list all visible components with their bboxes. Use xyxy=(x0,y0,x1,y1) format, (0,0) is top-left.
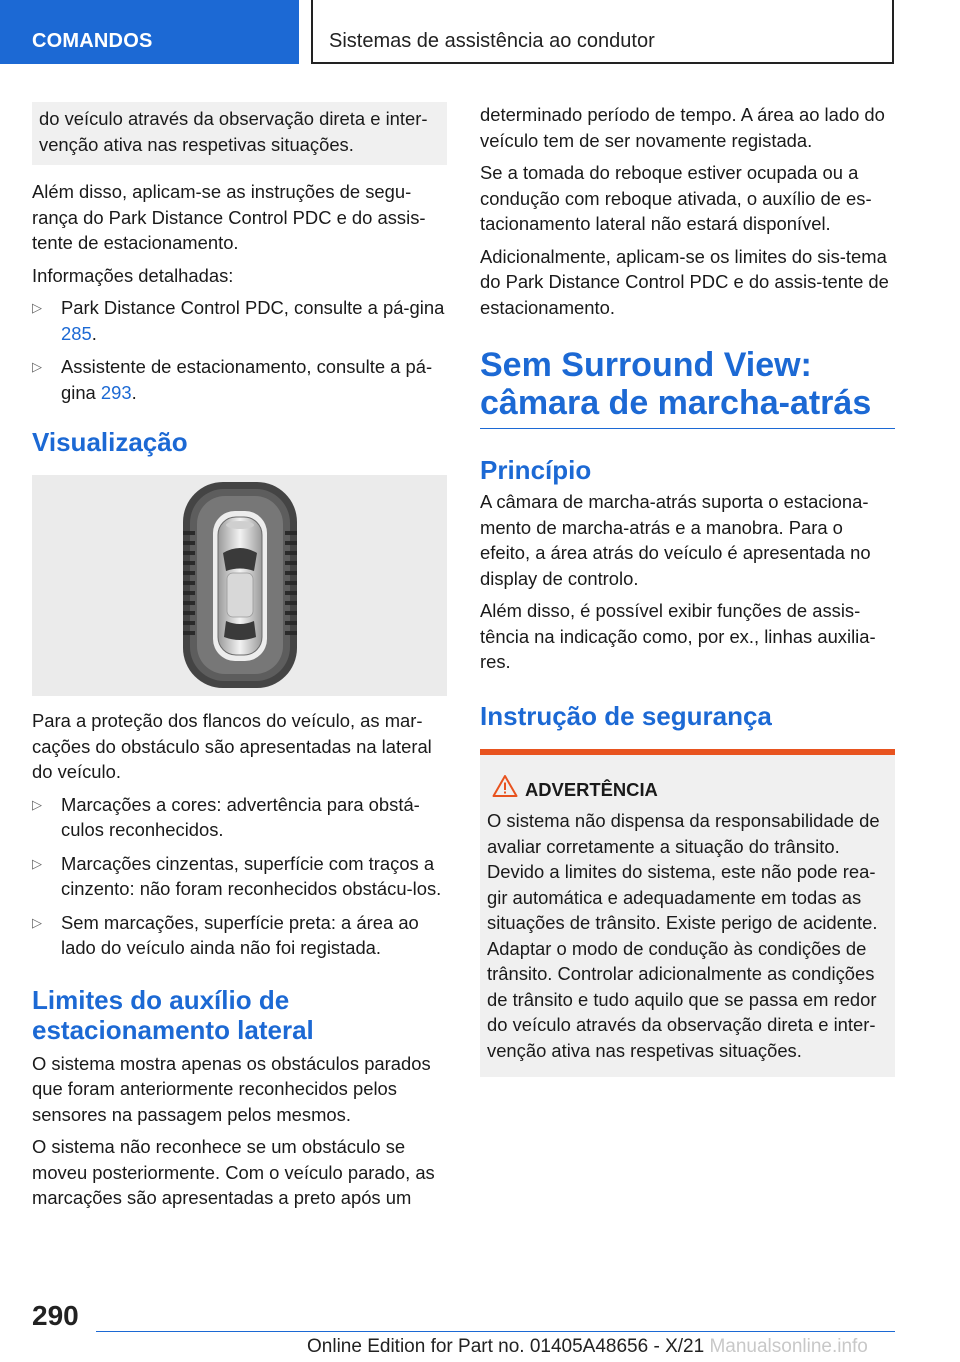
warning-triangle-icon xyxy=(492,774,518,805)
trailer-paragraph: Se a tomada do reboque estiver ocupada ou a condução com reboque ativada, o auxílio de es-tacionamento lateral não estará disponível. xyxy=(480,162,872,234)
triangle-bullet-icon: ▷ xyxy=(32,359,42,374)
footer-watermark: Manualsonline.info xyxy=(709,1336,868,1357)
pdc-limits-paragraph: Adicionalmente, aplicam-se os limites do sis-tema do Park Distance Control PDC e do assis-tente de estacionamento. xyxy=(480,245,889,318)
intro-text: do veículo através da observação direta e inter-venção ativa nas respetivas situações. xyxy=(39,108,428,155)
warning-text: O sistema não dispensa da responsabilidade de avaliar corretamente a situação do trânsito. Devido a limites do sistema, este não pode rea-gir automática e adequadamente em todas as situações de trânsito. Existe perigo de acidente. Adaptar o modo de condução às condições de trânsito. Controlar adicionalmente as condições de trânsito e tudo aquilo que se passa em redor do veículo através da observação direta e inter-venção ativa nas respetivas situações. xyxy=(487,810,880,1061)
page-link-285[interactable]: 285 xyxy=(61,322,92,344)
principle-paragraph-2: Além disso, é possível exibir funções de assis-tência na indicação como, por ex., linhas auxilia-res. xyxy=(480,600,876,672)
heading-principio: Princípio xyxy=(480,455,592,485)
parking-overview-car-illustration xyxy=(32,475,447,696)
principle-paragraph-1: A câmara de marcha-atrás suporta o estaciona-mento de marcha-atrás e a manobra. Para o efeito, a área atrás do veículo é apresentada no display de controlo. xyxy=(480,491,871,589)
warning-heading xyxy=(487,777,889,803)
page-link-293[interactable]: 293 xyxy=(100,381,132,403)
reference-list xyxy=(32,295,447,405)
footer-edition-text: Online Edition for Part no. 01405A48656 - X/21 xyxy=(307,1336,705,1357)
header-title: Sistemas de assistência ao condutor xyxy=(329,30,655,52)
parking-overview-figure xyxy=(32,475,447,696)
continued-paragraph: determinado período de tempo. A área ao lado do veículo tem de ser novamente registada. xyxy=(480,104,885,151)
reference-item: ▷ Assistente de estacionamento, consulte a pá-gina 293. xyxy=(32,356,433,403)
reference-item: ▷ Park Distance Control PDC, consulte a pá-gina 285. xyxy=(32,297,445,344)
heading-instrucao-seguranca: Instrução de segurança xyxy=(480,700,772,731)
heading-rear-camera: Sem Surround View: câmara de marcha-atrás xyxy=(480,346,895,429)
limits-paragraph-2: O sistema não reconhece se um obstáculo se moveu posteriormente. Com o veículo parado, as marcações são apresentadas a preto após um xyxy=(32,1136,435,1208)
marking-item: ▷ Marcações a cores: advertência para obstá-culos reconhecidos. xyxy=(32,793,420,840)
heading-limites: Limites do auxílio de estacionamento lateral xyxy=(32,984,314,1045)
flank-protection-paragraph: Para a proteção dos flancos do veículo, as mar-cações do obstáculo são apresentadas na lateral do veículo. xyxy=(32,710,432,782)
triangle-bullet-icon: ▷ xyxy=(32,300,42,315)
heading-visualizacao: Visualização xyxy=(32,427,188,457)
safety-note-paragraph: Além disso, aplicam-se as instruções de segu-rança do Park Distance Control PDC e do assis-tente de estacionamento. xyxy=(32,181,426,253)
triangle-bullet-icon: ▷ xyxy=(32,914,42,930)
marking-item: ▷ Sem marcações, superfície preta: a área ao lado do veículo ainda não foi registada. xyxy=(32,911,419,958)
left-column xyxy=(32,102,447,1218)
footer-edition xyxy=(307,1336,868,1358)
page-number: 290 xyxy=(32,1300,79,1331)
header-section-tab xyxy=(0,0,299,64)
intro-box xyxy=(32,102,447,165)
footer-divider xyxy=(96,1331,895,1332)
warning-box xyxy=(480,749,895,1078)
right-column xyxy=(480,102,895,1077)
limits-paragraph-1: O sistema mostra apenas os obstáculos parados que foram anteriormente reconhecidos pelos sensores na passagem pelos mesmos. xyxy=(32,1052,431,1125)
warning-title: ADVERTÊNCIA xyxy=(525,778,658,800)
header-title-box xyxy=(311,0,894,64)
header-section-label: COMANDOS xyxy=(32,30,153,52)
triangle-bullet-icon: ▷ xyxy=(32,796,42,812)
triangle-bullet-icon: ▷ xyxy=(32,855,42,871)
markings-list xyxy=(32,792,447,961)
details-label: Informações detalhadas: xyxy=(32,264,234,286)
marking-item: ▷ Marcações cinzentas, superfície com traços a cinzento: não foram reconhecidos obstácu-los. xyxy=(32,852,442,899)
